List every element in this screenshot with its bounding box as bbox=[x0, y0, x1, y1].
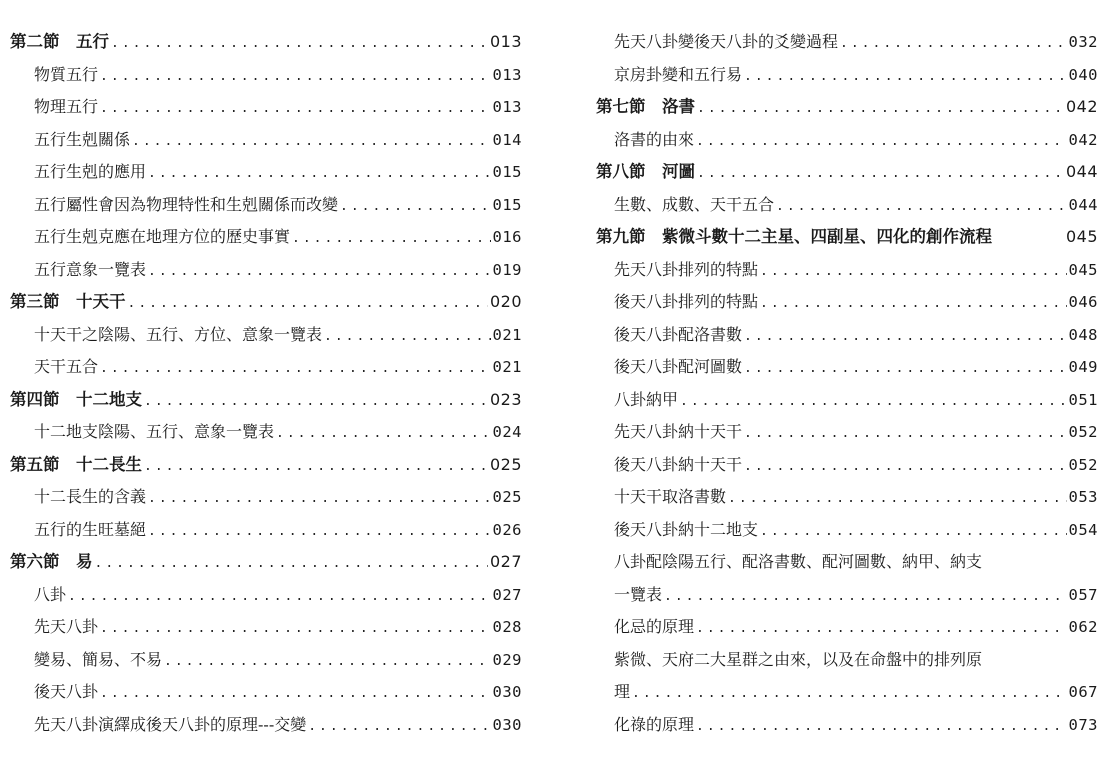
toc-page-number: 016 bbox=[492, 228, 522, 246]
toc-entry bbox=[10, 221, 522, 254]
toc-page-number: 023 bbox=[489, 389, 522, 409]
toc-entry-title: 先天八卦納十天干 bbox=[614, 422, 743, 441]
toc-entry-title: 第三節 十天干 bbox=[10, 292, 126, 311]
dot-leader bbox=[760, 256, 1066, 289]
toc-page-number: 028 bbox=[492, 618, 522, 636]
toc-page-number: 045 bbox=[1065, 227, 1098, 246]
toc-right-column bbox=[596, 26, 1098, 741]
dot-leader bbox=[840, 28, 1066, 61]
toc-page-number: 054 bbox=[1068, 520, 1098, 539]
toc-page-number: 053 bbox=[1068, 488, 1098, 506]
toc-page-number: 013 bbox=[489, 32, 522, 51]
toc-page-number: 052 bbox=[1068, 423, 1098, 441]
dot-leader bbox=[148, 516, 490, 549]
dot-leader bbox=[324, 321, 490, 354]
toc-section-heading bbox=[10, 26, 522, 59]
toc-section-heading bbox=[10, 449, 522, 482]
toc-entry-title: 第九節 紫微斗數十二主星、四副星、四化的創作流程 bbox=[596, 227, 992, 246]
toc-entry bbox=[596, 384, 1098, 417]
dot-leader bbox=[148, 256, 490, 289]
toc-page-number: 051 bbox=[1068, 390, 1098, 409]
dot-leader bbox=[132, 126, 490, 159]
toc-entry-title: 先天八卦 bbox=[34, 617, 99, 636]
toc-entry-title: 天干五合 bbox=[34, 357, 99, 376]
toc-page-number: 057 bbox=[1068, 585, 1098, 604]
toc-entry bbox=[10, 351, 522, 384]
toc-page-number: 049 bbox=[1068, 358, 1098, 376]
toc-page-number: 026 bbox=[492, 520, 522, 539]
dot-leader bbox=[697, 93, 1064, 126]
toc-entry-title: 第七節 洛書 bbox=[596, 97, 695, 116]
toc-entry bbox=[596, 124, 1098, 157]
toc-entry-title: 第四節 十二地支 bbox=[10, 389, 142, 409]
dot-leader bbox=[744, 61, 1066, 94]
toc-entry bbox=[596, 59, 1098, 92]
toc-page-number: 027 bbox=[489, 552, 522, 571]
dot-leader bbox=[744, 321, 1066, 354]
toc-entry-title: 十二地支陰陽、五行、意象一覽表 bbox=[34, 422, 275, 441]
toc-entry-title: 八卦納甲 bbox=[614, 389, 679, 409]
dot-leader bbox=[100, 61, 490, 94]
toc-entry-title: 物質五行 bbox=[34, 64, 99, 84]
toc-page-number: 032 bbox=[1068, 33, 1098, 51]
toc-entry-title: 第五節 十二長生 bbox=[10, 454, 142, 474]
toc-section-heading bbox=[596, 156, 1098, 189]
toc-page-number: 042 bbox=[1068, 130, 1098, 149]
toc-entry-title: 紫微、天府二大星群之由來，以及在命盤中的排列原 bbox=[614, 649, 983, 669]
toc-left-column bbox=[10, 26, 522, 741]
toc-page-number: 021 bbox=[492, 325, 522, 344]
dot-leader bbox=[68, 581, 490, 614]
toc-entry-title: 五行生剋克應在地理方位的歷史事實 bbox=[34, 227, 291, 246]
dot-leader bbox=[100, 93, 490, 126]
toc-entry-title: 先天八卦演繹成後天八卦的原理---交變 bbox=[34, 714, 307, 734]
toc-entry-title: 五行的生旺墓絕 bbox=[34, 519, 147, 539]
dot-leader bbox=[697, 158, 1064, 191]
toc-entry bbox=[10, 676, 522, 709]
toc-entry bbox=[10, 709, 522, 742]
toc-page-number: 019 bbox=[492, 260, 522, 279]
toc-section-heading bbox=[10, 546, 522, 579]
dot-leader bbox=[292, 223, 490, 256]
toc-page-number: 013 bbox=[492, 98, 522, 116]
toc-section-heading bbox=[596, 221, 1098, 254]
dot-leader bbox=[744, 451, 1066, 484]
toc-page-number: 013 bbox=[492, 65, 522, 84]
dot-leader bbox=[696, 126, 1066, 159]
toc-entry-title: 生數、成數、天干五合 bbox=[614, 194, 775, 214]
dot-leader bbox=[680, 386, 1066, 419]
toc-page-number: 045 bbox=[1068, 260, 1098, 279]
toc-entry bbox=[596, 481, 1098, 514]
dot-leader bbox=[95, 548, 488, 581]
dot-leader bbox=[308, 711, 490, 744]
toc-entry-title: 五行屬性會因為物理特性和生剋關係而改變 bbox=[34, 194, 339, 214]
toc-entry-title: 先天八卦排列的特點 bbox=[614, 259, 759, 279]
toc-entry bbox=[10, 416, 522, 449]
toc-entry-title: 京房卦變和五行易 bbox=[614, 64, 743, 84]
toc-page-number: 015 bbox=[492, 163, 522, 181]
toc-page-number: 025 bbox=[492, 488, 522, 506]
toc-page-number: 024 bbox=[492, 423, 522, 441]
dot-leader bbox=[632, 678, 1066, 711]
toc-page-number: 042 bbox=[1065, 97, 1098, 116]
dot-leader bbox=[100, 353, 490, 386]
toc-entry-title: 化祿的原理 bbox=[614, 714, 695, 734]
toc-entry bbox=[596, 514, 1098, 547]
dot-leader bbox=[744, 353, 1066, 386]
toc-entry bbox=[596, 189, 1098, 222]
dot-leader bbox=[664, 581, 1066, 614]
toc-entry-title: 後天八卦排列的特點 bbox=[614, 292, 759, 311]
toc-entry-title: 後天八卦配河圖數 bbox=[614, 357, 743, 376]
toc-page-number: 073 bbox=[1068, 715, 1098, 734]
dot-leader bbox=[128, 288, 488, 321]
dot-leader bbox=[100, 678, 490, 711]
toc-entry-title: 十天干之陰陽、五行、方位、意象一覽表 bbox=[34, 324, 323, 344]
toc-entry bbox=[10, 611, 522, 644]
toc-page-number: 040 bbox=[1068, 65, 1098, 84]
toc-page-number: 044 bbox=[1068, 195, 1098, 214]
dot-leader bbox=[144, 451, 488, 484]
toc-entry-title: 五行生剋關係 bbox=[34, 129, 131, 149]
toc-page-number: 015 bbox=[492, 195, 522, 214]
dot-leader bbox=[696, 613, 1066, 646]
toc-entry-title: 五行生剋的應用 bbox=[34, 162, 147, 181]
toc-entry bbox=[10, 319, 522, 352]
toc-page-number: 044 bbox=[1065, 162, 1098, 181]
toc-entry bbox=[10, 59, 522, 92]
toc-page-number: 030 bbox=[492, 715, 522, 734]
toc-entry bbox=[596, 26, 1098, 59]
dot-leader bbox=[760, 516, 1066, 549]
dot-leader bbox=[276, 418, 490, 451]
dot-leader bbox=[100, 613, 490, 646]
toc-entry-title: 五行意象一覽表 bbox=[34, 259, 147, 279]
toc-entry bbox=[10, 481, 522, 514]
toc-page-number: 067 bbox=[1068, 683, 1098, 701]
dot-leader bbox=[776, 191, 1066, 224]
toc-entry-title: 八卦配陰陽五行、配洛書數、配河圖數、納甲、納支 bbox=[614, 552, 983, 571]
toc-page-number: 030 bbox=[492, 683, 522, 701]
toc-entry bbox=[596, 709, 1098, 742]
toc-page-number: 021 bbox=[492, 358, 522, 376]
toc-entry-title: 物理五行 bbox=[34, 97, 99, 116]
toc-entry-title: 變易、簡易、不易 bbox=[34, 649, 163, 669]
toc-page-number: 052 bbox=[1068, 455, 1098, 474]
toc-entry-title: 理 bbox=[614, 682, 631, 701]
toc-entry-title: 後天八卦 bbox=[34, 682, 99, 701]
toc-page-number: 046 bbox=[1068, 293, 1098, 311]
toc-entry bbox=[10, 254, 522, 287]
toc-entry-title: 化忌的原理 bbox=[614, 617, 695, 636]
toc-entry-title: 第八節 河圖 bbox=[596, 162, 695, 181]
toc-entry bbox=[596, 644, 1098, 677]
toc-entry bbox=[596, 546, 1098, 579]
toc-entry-title: 十二長生的含義 bbox=[34, 487, 147, 506]
toc-entry-title: 第二節 五行 bbox=[10, 32, 109, 51]
toc-entry bbox=[596, 579, 1098, 612]
dot-leader bbox=[760, 288, 1066, 321]
toc-entry bbox=[10, 91, 522, 124]
toc-entry bbox=[10, 579, 522, 612]
toc-entry bbox=[10, 156, 522, 189]
toc-entry bbox=[10, 189, 522, 222]
toc-entry bbox=[596, 676, 1098, 709]
toc-section-heading bbox=[10, 384, 522, 417]
dot-leader bbox=[728, 483, 1066, 516]
toc-page-number: 029 bbox=[492, 650, 522, 669]
toc-entry-title: 十天干取洛書數 bbox=[614, 487, 727, 506]
dot-leader bbox=[744, 418, 1066, 451]
toc-page-number: 027 bbox=[492, 585, 522, 604]
toc-entry bbox=[10, 124, 522, 157]
toc-entry bbox=[10, 514, 522, 547]
dot-leader bbox=[696, 711, 1066, 744]
toc-entry-title: 洛書的由來 bbox=[614, 129, 695, 149]
toc-entry-title: 先天八卦變後天八卦的爻變過程 bbox=[614, 32, 839, 51]
toc-entry-title: 後天八卦納十天干 bbox=[614, 454, 743, 474]
toc-entry-title: 後天八卦納十二地支 bbox=[614, 519, 759, 539]
toc-section-heading bbox=[596, 91, 1098, 124]
toc-entry bbox=[596, 319, 1098, 352]
dot-leader bbox=[148, 483, 490, 516]
toc-entry bbox=[596, 416, 1098, 449]
toc-entry-title: 八卦 bbox=[34, 584, 67, 604]
dot-leader bbox=[144, 386, 488, 419]
toc-entry-title: 一覽表 bbox=[614, 584, 663, 604]
toc-page-number: 014 bbox=[492, 130, 522, 149]
toc-entry bbox=[10, 644, 522, 677]
toc-page-number: 020 bbox=[489, 292, 522, 311]
toc-section-heading bbox=[10, 286, 522, 319]
toc-entry bbox=[596, 286, 1098, 319]
toc-entry bbox=[596, 449, 1098, 482]
toc-page-number: 062 bbox=[1068, 618, 1098, 636]
dot-leader bbox=[164, 646, 490, 679]
dot-leader bbox=[148, 158, 490, 191]
toc-entry-title: 第六節 易 bbox=[10, 552, 93, 571]
toc-entry bbox=[596, 351, 1098, 384]
toc-entry bbox=[596, 254, 1098, 287]
toc-entry bbox=[596, 611, 1098, 644]
dot-leader bbox=[340, 191, 490, 224]
dot-leader bbox=[111, 28, 488, 61]
toc-page-number: 048 bbox=[1068, 325, 1098, 344]
toc-entry-title: 後天八卦配洛書數 bbox=[614, 324, 743, 344]
toc-page-number: 025 bbox=[489, 454, 522, 474]
